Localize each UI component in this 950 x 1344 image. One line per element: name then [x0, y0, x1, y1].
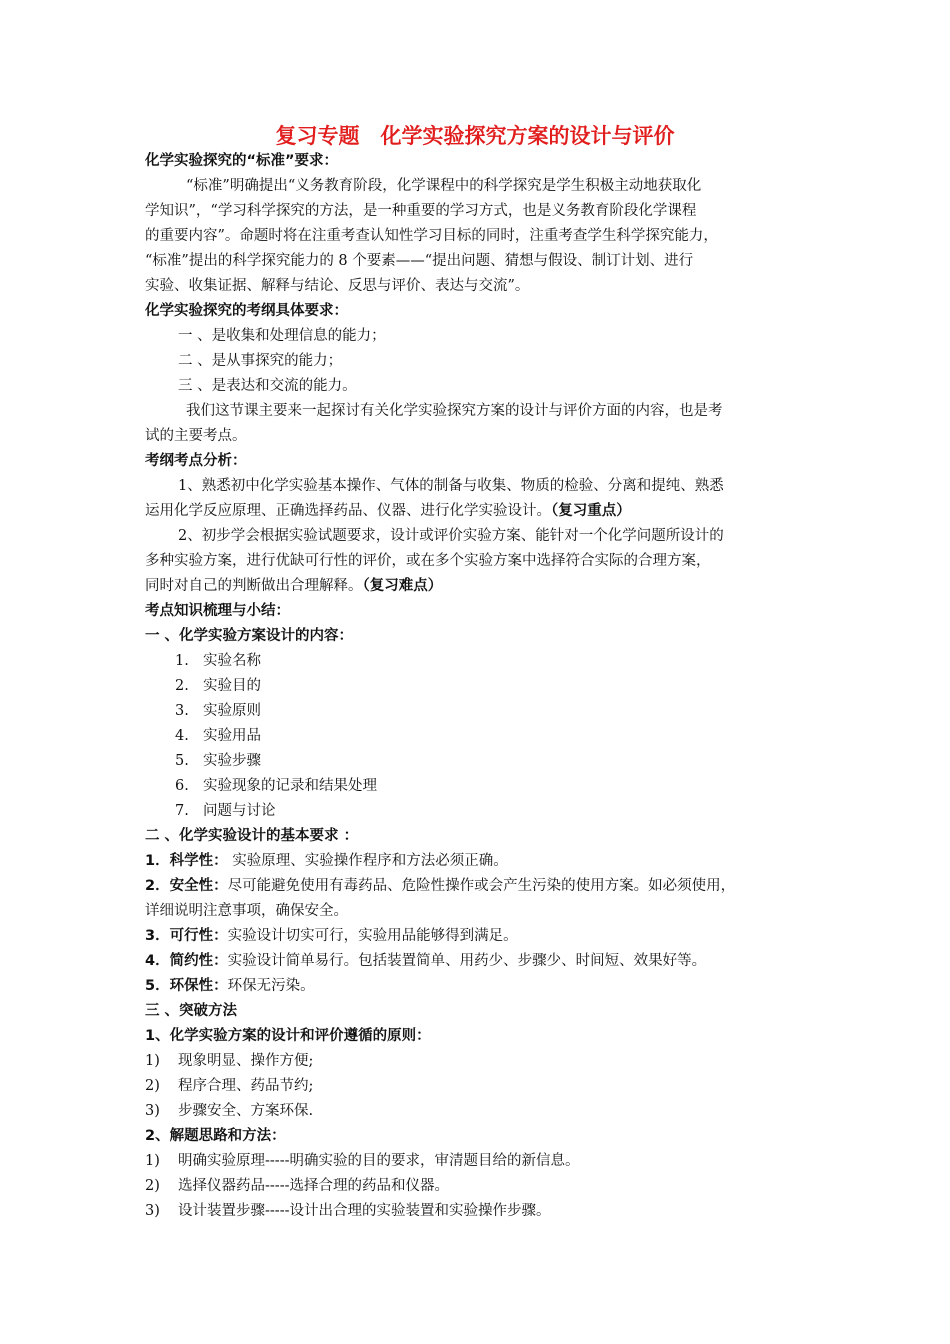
principle-text: 现象明显、操作方便;	[178, 1053, 314, 1069]
list-text: 实验名称	[203, 653, 261, 669]
requirement-item	[145, 976, 315, 996]
requirement-text: 实验设计简单易行。包括装置简单、用药少、步骤少、时间短、效果好等。	[227, 953, 707, 969]
standard-line: 学知识”，“学习科学探究的方法，是一种重要的学习方式，也是义务教育阶段化学课程	[145, 203, 697, 219]
standard-line: 的重要内容”。命题时将在注重考查认知性学习目标的同时，注重考查学生科学探究能力，	[145, 228, 718, 244]
list-item	[175, 751, 261, 771]
requirement-label: 4．简约性：	[145, 953, 228, 969]
principle-text: 程序合理、药品节约;	[178, 1078, 314, 1094]
outline-heading: 化学实验探究的考纲具体要求：	[145, 303, 348, 319]
principle-item	[145, 1076, 313, 1096]
standard-heading: 化学实验探究的“标准”要求：	[145, 153, 339, 169]
list-text: 实验现象的记录和结果处理	[203, 778, 377, 794]
focus-tag: （复习重点）	[551, 503, 631, 519]
approach-heading: 2、解题思路和方法：	[145, 1128, 286, 1144]
standard-line: 实验、收集证据、解释与结论、反思与评价、表达与交流”。	[145, 278, 530, 294]
requirement-item	[145, 901, 348, 921]
requirement-label: 3．可行性：	[145, 928, 228, 944]
requirement-text: 实验设计切实可行，实验用品能够得到满足。	[227, 928, 518, 944]
principle-number: 2)	[145, 1078, 160, 1094]
requirement-item	[145, 851, 508, 871]
analysis-text: 同时对自己的判断做出合理解释。	[145, 578, 363, 594]
page-title: 复习专题 化学实验探究方案的设计与评价	[275, 124, 675, 148]
approach-number: 3)	[145, 1203, 160, 1219]
approach-item	[145, 1201, 551, 1221]
requirement-text: 环保无污染。	[227, 978, 315, 994]
list-item	[175, 651, 261, 671]
requirement-item	[145, 876, 735, 896]
summary-heading: 考点知识梳理与小结：	[145, 603, 290, 619]
requirement-text: 详细说明注意事项，确保安全。	[145, 903, 348, 919]
approach-text: 选择仪器药品-----选择合理的药品和仪器。	[178, 1178, 449, 1194]
list-number: 1.	[175, 653, 189, 669]
list-item	[175, 776, 377, 796]
analysis-heading: 考纲考点分析：	[145, 453, 247, 469]
analysis-line: 2、初步学会根据实验试题要求，设计或评价实验方案、能针对一个化学问题所设计的	[178, 528, 724, 544]
difficulty-tag: （复习难点）	[362, 578, 443, 594]
list-text: 问题与讨论	[203, 803, 276, 819]
list-number: 3.	[175, 703, 189, 719]
approach-number: 2)	[145, 1178, 160, 1194]
standard-line: “标准”提出的科学探究能力的 8 个要素——“提出问题、猜想与假设、制订计划、进行	[145, 253, 694, 269]
approach-text: 设计装置步骤-----设计出合理的实验装置和实验操作步骤。	[178, 1203, 551, 1219]
principles-heading: 1、化学实验方案的设计和评价遵循的原则：	[145, 1028, 431, 1044]
list-number: 6.	[175, 778, 189, 794]
requirement-label: 2．安全性：	[145, 878, 228, 894]
requirement-text: 实验原理、实验操作程序和方法必须正确。	[227, 853, 508, 869]
analysis-line: 多种实验方案，进行优缺可行性的评价，或在多个实验方案中选择符合实际的合理方案，	[145, 553, 711, 569]
list-number: 2.	[175, 678, 189, 694]
outline-item: 三 、是表达和交流的能力。	[178, 378, 357, 394]
analysis-line: 1、熟悉初中化学实验基本操作、气体的制备与收集、物质的检验、分离和提纯、熟悉	[178, 478, 724, 494]
intro-line: 试的主要考点。	[145, 428, 247, 444]
list-item	[175, 726, 261, 746]
list-text: 实验用品	[203, 728, 261, 744]
requirement-label: 5．环保性：	[145, 978, 228, 994]
analysis-line	[145, 576, 442, 596]
requirement-label: 1．科学性：	[145, 853, 228, 869]
analysis-line	[145, 501, 631, 521]
list-text: 实验步骤	[203, 753, 261, 769]
intro-line: 我们这节课主要来一起探讨有关化学实验探究方案的设计与评价方面的内容，也是考	[186, 403, 723, 419]
standard-line: “标准”明确提出“义务教育阶段，化学课程中的科学探究是学生积极主动地获取化	[186, 178, 702, 194]
approach-item	[145, 1176, 449, 1196]
approach-item	[145, 1151, 580, 1171]
list-item	[175, 676, 261, 696]
content-heading: 一 、化学实验方案设计的内容：	[145, 628, 354, 644]
list-text: 实验原则	[203, 703, 261, 719]
principle-text: 步骤安全、方案环保.	[178, 1103, 314, 1119]
requirements-heading: 二 、化学实验设计的基本要求 ：	[145, 828, 359, 844]
approach-text: 明确实验原理-----明确实验的目的要求，审清题目给的新信息。	[178, 1153, 580, 1169]
list-item	[175, 801, 276, 821]
requirement-item	[145, 926, 518, 946]
outline-item: 一 、是收集和处理信息的能力；	[178, 328, 386, 344]
principle-number: 1)	[145, 1053, 160, 1069]
list-number: 7.	[175, 803, 189, 819]
methods-heading: 三 、突破方法	[145, 1003, 238, 1019]
requirement-text: 尽可能避免使用有毒药品、危险性操作或会产生污染的使用方案。如必须使用，	[227, 878, 736, 894]
principle-item	[145, 1051, 313, 1071]
principle-number: 3)	[145, 1103, 160, 1119]
analysis-text: 运用化学反应原理、正确选择药品、仪器、进行化学实验设计。	[145, 503, 551, 519]
requirement-item	[145, 951, 706, 971]
list-item	[175, 701, 261, 721]
list-number: 5.	[175, 753, 189, 769]
approach-number: 1)	[145, 1153, 160, 1169]
list-number: 4.	[175, 728, 189, 744]
list-text: 实验目的	[203, 678, 261, 694]
principle-item	[145, 1101, 313, 1121]
outline-item: 二 、是从事探究的能力；	[178, 353, 343, 369]
